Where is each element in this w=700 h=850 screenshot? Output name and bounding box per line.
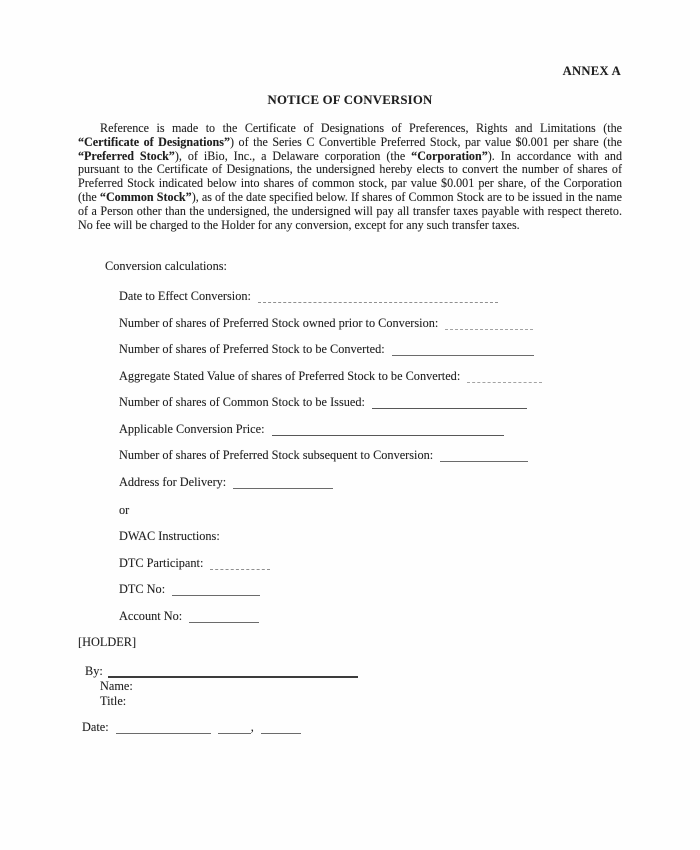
- form-row-common-to-issue: [119, 395, 700, 409]
- date-to-effect-conversion-field[interactable]: [258, 289, 498, 303]
- title-label: Title:: [100, 693, 127, 708]
- field-label: Number of shares of Preferred Stock subsequent to Conversion:: [119, 448, 434, 463]
- field-label: Applicable Conversion Price:: [119, 421, 265, 436]
- holder-label: [HOLDER]: [78, 635, 137, 650]
- preferred-to-convert-field[interactable]: [392, 342, 534, 356]
- date-label: Date:: [82, 719, 109, 734]
- conversion-price-field[interactable]: [272, 422, 504, 436]
- form-row-dtc-no: [119, 582, 700, 596]
- field-label: Number of shares of Preferred Stock owned prior to Conversion:: [119, 315, 439, 330]
- dtc-participant-field[interactable]: [210, 556, 270, 570]
- form-row-address-for-delivery: [119, 475, 700, 489]
- signature-block: [78, 635, 700, 734]
- date-month-field[interactable]: [116, 720, 211, 734]
- field-label: Aggregate Stated Value of shares of Preferred Stock to be Converted:: [119, 368, 461, 383]
- form-row-conversion-price: [119, 422, 700, 436]
- form-row-date-to-effect-conversion: [119, 289, 700, 303]
- common-to-issue-field[interactable]: [372, 395, 527, 409]
- preferred-owned-prior-field[interactable]: [445, 316, 533, 330]
- form-row-aggregate-stated-value: [119, 369, 700, 383]
- or-label: or: [119, 502, 130, 517]
- date-day-field[interactable]: [218, 720, 251, 734]
- conversion-form: [119, 289, 700, 623]
- dtc-no-field[interactable]: [172, 582, 260, 596]
- by-label: By:: [85, 664, 103, 679]
- name-label: Name:: [100, 679, 133, 694]
- account-no-field[interactable]: [189, 609, 259, 623]
- field-label: Date to Effect Conversion:: [119, 289, 251, 304]
- address-for-delivery-field[interactable]: [233, 475, 333, 489]
- form-row-preferred-to-convert: [119, 342, 700, 356]
- form-row-preferred-owned-prior: [119, 316, 700, 330]
- field-label: DTC No:: [119, 582, 166, 597]
- field-label: Number of shares of Common Stock to be Issued:: [119, 395, 365, 410]
- form-row-account-no: [119, 609, 700, 623]
- by-row: [85, 663, 700, 679]
- aggregate-stated-value-field[interactable]: [467, 369, 542, 383]
- by-signature-field[interactable]: [108, 663, 358, 678]
- date-year-field[interactable]: [261, 720, 301, 734]
- preferred-subsequent-field[interactable]: [440, 448, 528, 462]
- page-title: NOTICE OF CONVERSION: [267, 93, 433, 107]
- dwac-instructions-label: DWAC Instructions:: [119, 529, 220, 544]
- date-row: Date: ,: [82, 720, 700, 735]
- field-label: Number of shares of Preferred Stock to be Converted:: [119, 342, 385, 357]
- field-label: Address for Delivery:: [119, 474, 227, 489]
- form-row-dtc-participant: [119, 556, 700, 570]
- field-label: DTC Participant:: [119, 555, 204, 570]
- form-row-preferred-subsequent: [119, 448, 700, 462]
- annex-label: ANNEX A: [562, 64, 621, 78]
- intro-paragraph: Reference is made to the Certificate of Designations of Preferences, Rights and Limitations (the “Certificate of Designations”) of the Series C Convertible Preferred Stock, par value $0.001 per share (the “Preferred Stock”), of iBio, Inc., a Delaware corporation (the “Corporation”). In accordance with and pursuant to the Certificate of Designations, the undersigned hereby elects to convert the number of shares of Preferred Stock indicated below into shares of common stock, par value $0.001 per share, of the Corporation (the “Common Stock”), as of the date specified below. If shares of Common Stock are to be issued in the name of a Person other than the undersigned, the undersigned will pay all transfer taxes payable with respect thereto. No fee will be charged to the Holder for any conversion, except for any such transfer taxes.: [78, 121, 623, 232]
- field-label: Account No:: [119, 608, 183, 623]
- section-label-conversion-calculations: Conversion calculations:: [105, 259, 227, 274]
